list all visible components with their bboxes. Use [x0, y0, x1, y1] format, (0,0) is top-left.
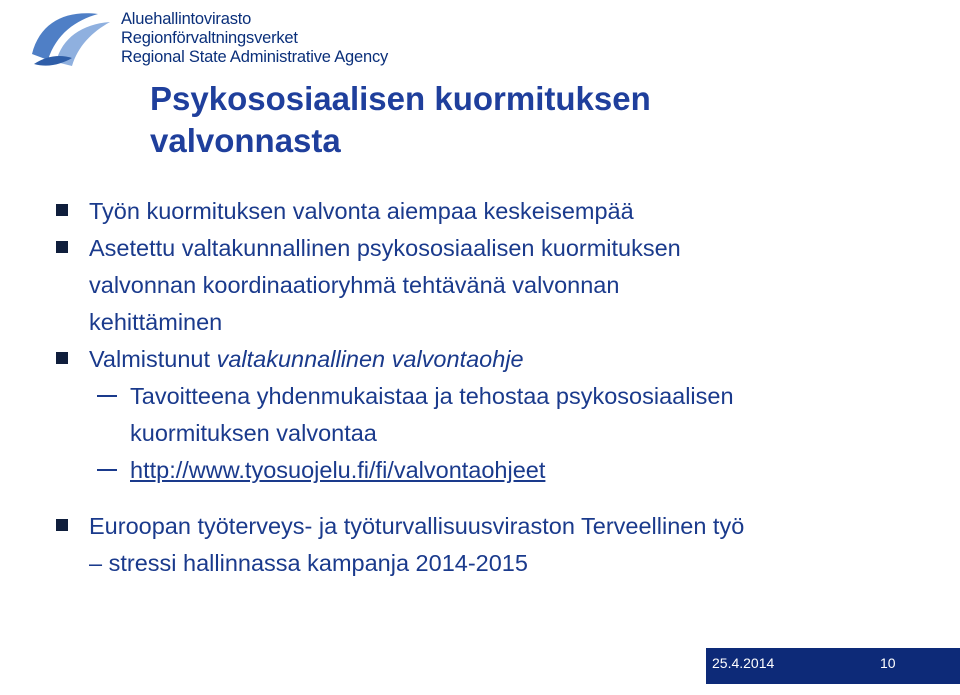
- bullet-text-2-line3: kehittäminen: [89, 309, 223, 335]
- bullet-text-1: Työn kuormituksen valvonta aiempaa keskeisempää: [89, 198, 634, 224]
- org-name-sv: Regionförvaltningsverket: [121, 29, 298, 47]
- bullet-square-icon: [56, 352, 68, 364]
- bullet-text-3-plain: Valmistunut: [89, 346, 217, 372]
- org-name-fi: Aluehallintovirasto: [121, 10, 252, 28]
- bullet-text-2-line2: valvonnan koordinaatioryhmä tehtävänä valvonnan: [89, 272, 620, 298]
- bullet-text-3: [89, 341, 524, 378]
- bullet-square-icon: [56, 519, 68, 531]
- bullet-text-2-line1: Asetettu valtakunnallinen psykososiaalisen kuormituksen: [89, 235, 681, 261]
- org-name-en: Regional State Administrative Agency: [121, 48, 389, 66]
- bullet-text-3-italic: valtakunnallinen valvontaohje: [216, 346, 524, 372]
- sub-bullet-text-1-line1: Tavoitteena yhdenmukaistaa ja tehostaa psykososiaalisen: [130, 383, 734, 409]
- bullet-text-4-line1: Euroopan työterveys- ja työturvallisuusviraston Terveellinen työ: [89, 513, 745, 539]
- footer-date: 25.4.2014: [712, 655, 775, 671]
- slide-title-line1: Psykososiaalisen kuormituksen: [150, 80, 651, 117]
- page-number: 10: [880, 655, 896, 671]
- bullet-square-icon: [56, 204, 68, 216]
- dash-bullet-icon: [97, 395, 117, 397]
- slide-title-line2: valvonnasta: [150, 122, 341, 159]
- dash-bullet-icon: [97, 469, 117, 471]
- valvontaohjeet-link[interactable]: http://www.tyosuojelu.fi/fi/valvontaohjeet: [130, 457, 546, 483]
- sub-bullet-text-1-line2: kuormituksen valvontaa: [130, 420, 377, 446]
- bullet-text-4-line2: – stressi hallinnassa kampanja 2014-2015: [89, 550, 528, 576]
- bullet-square-icon: [56, 241, 68, 253]
